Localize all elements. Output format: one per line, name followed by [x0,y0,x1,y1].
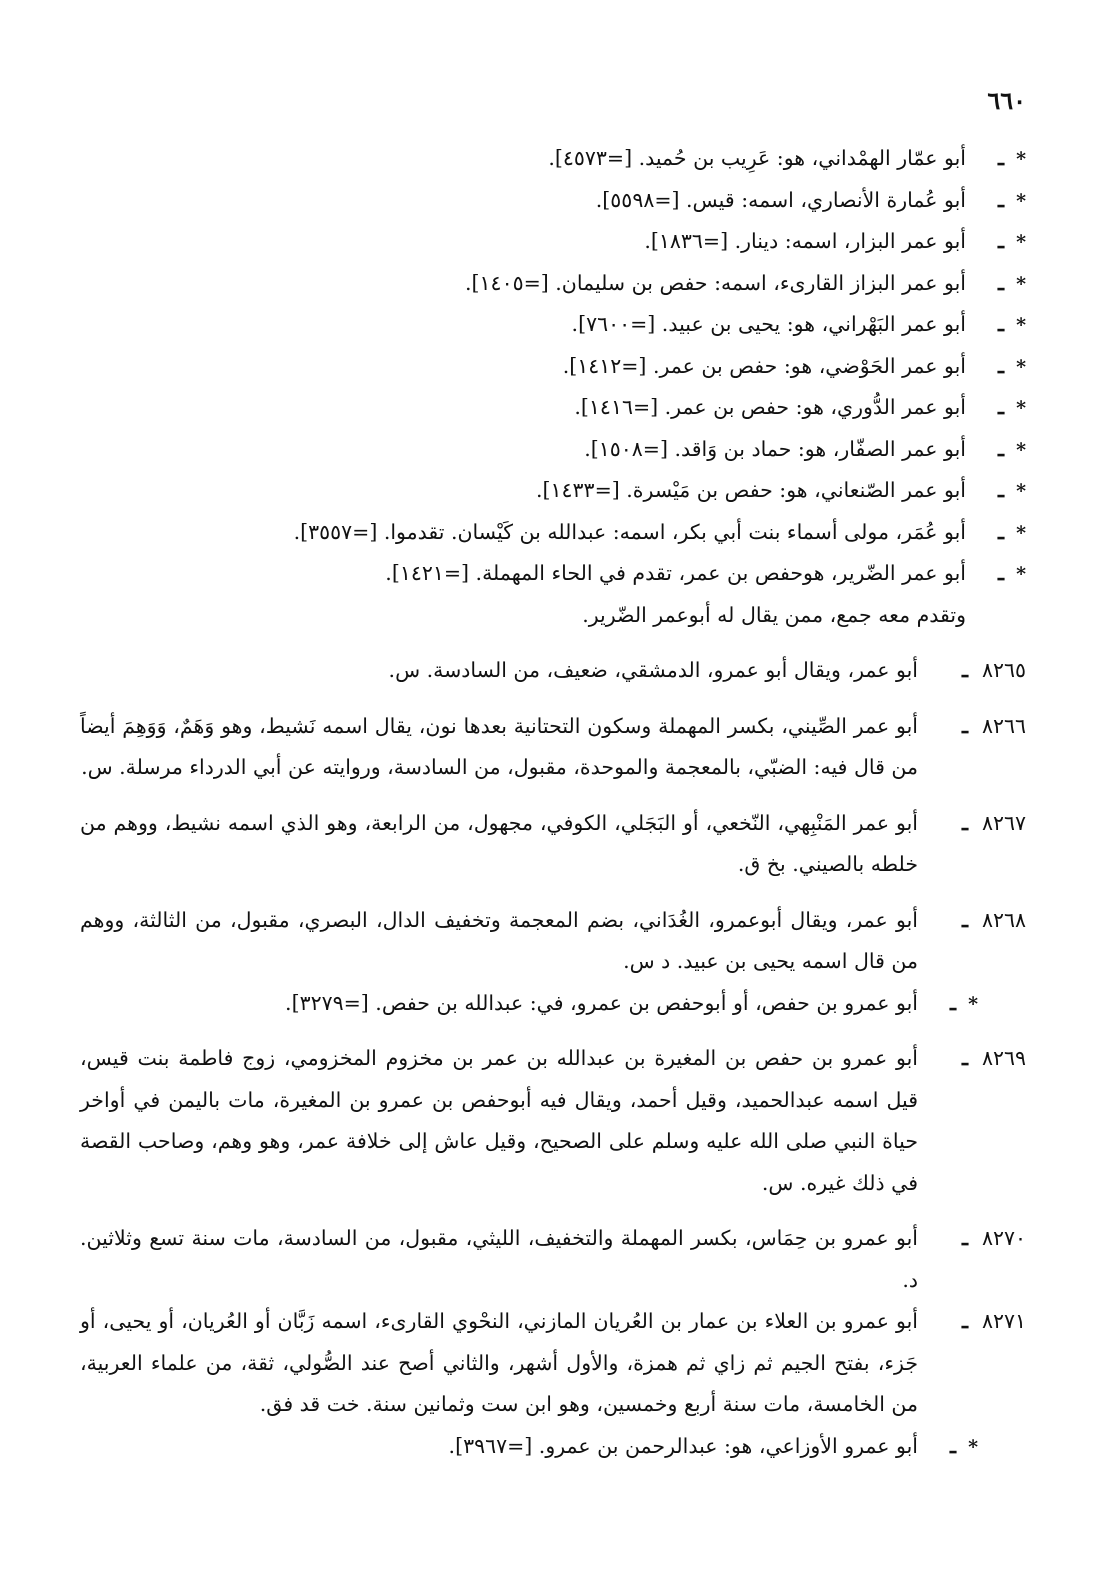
dash-marker: ـ [998,146,1005,170]
entry-text: أبو عمّار الهمْداني، هو: عَرِيب بن حُميد. [=٤٥٧٣]. [548,146,966,170]
dash-marker: ـ [998,270,1005,295]
entry-text: أبو عمر الصِّيني، بكسر المهملة وسكون التحتانية بعدها نون، يقال اسمه نَشيط، وهو وَهَمٌ، وَوَهِمَ أيضاً من قال فيه: الضبّي، بالمعجمة والموحدة، مقبول، من السادسة، وروايته عن أبي الدرداء مرسلة. س. [80,713,918,779]
numbered-entry [80,1301,1026,1426]
entry-text: أبو عمر المَنْبِهي، النّخعي، أو البَجَلي، الكوفي، مجهول، من الرابعة، وهو الذي اسمه نشيط، ووهم من خلطه بالصيني. بخ ق. [80,810,918,876]
entry-spacer [80,1030,1026,1031]
cross-reference-entry [80,304,1026,346]
dash-marker: ـ [998,561,1005,585]
dash-marker: ـ [950,1433,957,1458]
dash-marker: ـ [961,1226,968,1250]
cross-reference-entry [80,387,1026,429]
dash-marker: ـ [998,436,1005,461]
entry-text: أبو عمرو بن حِمَاس، بكسر المهملة والتخفيف، الليثي، مقبول، من السادسة، مات سنة تسع وثلاثين. د. [80,1226,918,1292]
cross-reference-entry [80,138,1026,180]
entry-text: أبو عُمَر، مولى أسماء بنت أبي بكر، اسمه: عبدالله بن كَيْسان. تقدموا. [=٣٥٥٧]. [293,519,966,544]
entry-text: أبو عمرو بن حفص، أو أبوحفص بن عمرو، في: عبدالله بن حفص. [=٣٢٧٩]. [285,990,918,1015]
page-number: ٦٦٠ [987,86,1026,115]
entry-spacer [80,698,1026,699]
cross-reference-entry [80,263,1026,305]
asterisk-marker: * [1016,189,1026,212]
dash-marker: ـ [961,658,968,682]
asterisk-marker: * [1016,314,1026,336]
entry-text: أبو عمر الحَوْضي، هو: حفص بن عمر. [=١٤١٢]. [562,353,966,378]
dash-marker: ـ [998,312,1005,336]
entry-text: أبو عمر، ويقال أبو عمرو، الدمشقي، ضعيف، من السادسة. س. [388,658,918,682]
dash-marker: ـ [961,907,968,932]
dash-marker: ـ [950,990,957,1015]
cross-reference-entry [80,983,1026,1025]
entry-continuation-text: وتقدم معه جمع، ممن يقال له أبوعمر الضّرير. [582,602,966,627]
asterisk-marker: * [968,992,978,1015]
numbered-entry [80,1038,1026,1204]
cross-reference-entry [80,180,1026,222]
dash-marker: ـ [961,810,968,835]
dash-marker: ـ [998,353,1005,378]
entry-number: ٨٢٦٩ [981,1046,1026,1070]
cross-reference-entry [80,429,1026,471]
cross-reference-entry [80,553,1026,636]
numbered-entry [80,650,1026,692]
cross-reference-entry [80,470,1026,512]
asterisk-marker: * [1016,148,1026,170]
dash-marker: ـ [998,187,1005,212]
entry-text: أبو عُمارة الأنصاري، اسمه: قيس. [=٥٥٩٨]. [595,187,966,212]
dash-marker: ـ [961,713,968,738]
numbered-entry [80,706,1026,789]
asterisk-marker: * [1016,397,1026,419]
numbered-entry [80,1218,1026,1301]
asterisk-marker: * [1016,563,1026,585]
entry-text: أبو عمرو الأوزاعي، هو: عبدالرحمن بن عمرو. [=٣٩٦٧]. [448,1433,918,1458]
dash-marker: ـ [998,229,1005,253]
asterisk-marker: * [1016,355,1026,378]
entry-text: أبو عمر الصّنعاني، هو: حفص بن مَيْسرة. [=١٤٣٣]. [536,478,966,502]
cross-reference-entry [80,346,1026,388]
dash-marker: ـ [998,395,1005,419]
dash-marker: ـ [998,519,1005,544]
entry-number: ٨٢٧١ [981,1309,1026,1333]
entries-list [80,138,1026,1467]
asterisk-marker: * [968,1435,978,1458]
entry-text: أبو عمر، ويقال أبوعمرو، الغُدَاني، بضم المعجمة وتخفيف الدال، البصري، مقبول، من الثالثة، ووهم من قال اسمه يحيى بن عبيد. د س. [80,907,918,973]
asterisk-marker: * [1016,438,1026,461]
entry-number: ٨٢٧٠ [981,1226,1026,1250]
entry-spacer [80,642,1026,643]
entry-text: أبو عمر الضّرير، هوحفص بن عمر، تقدم في الحاء المهملة. [=١٤٢١]. [385,561,966,585]
entry-spacer [80,795,1026,796]
dash-marker: ـ [961,1309,968,1333]
entry-text: أبو عمر الصفّار، هو: حماد بن وَاقد. [=١٥٠٨]. [584,436,966,461]
numbered-entry [80,900,1026,983]
entry-spacer [80,892,1026,893]
dash-marker: ـ [998,478,1005,502]
entry-number: ٨٢٦٨ [981,907,1026,932]
asterisk-marker: * [1016,480,1026,502]
asterisk-marker: * [1016,521,1026,544]
entry-number: ٨٢٦٥ [981,658,1026,682]
entry-number: ٨٢٦٧ [981,810,1026,835]
entry-text: أبو عمر البَهْراني، هو: يحيى بن عبيد. [=٧٦٠٠]. [571,312,966,336]
cross-reference-entry [80,1426,1026,1468]
entry-text: أبو عمر البزار، اسمه: دينار. [=١٨٣٦]. [644,229,966,253]
asterisk-marker: * [1016,231,1026,253]
entry-spacer [80,1210,1026,1211]
cross-reference-entry [80,221,1026,263]
entry-text: أبو عمر الدُّوري، هو: حفص بن عمر. [=١٤١٦]. [574,395,966,419]
entry-text: أبو عمرو بن حفص بن المغيرة بن عبدالله بن عمر بن مخزوم المخزومي، زوج فاطمة بنت قيس، قيل اسمه عبدالحميد، وقيل أحمد، ويقال فيه أبوحفص بن عمرو بن المغيرة، مات باليمن في أواخر حياة النبي صلى الله عليه وسلم على الصحيح، وقيل عاش إلى خلافة عمر، وهو وهم، وصاحب القصة في ذلك غيره. س. [80,1046,918,1195]
asterisk-marker: * [1016,272,1026,295]
numbered-entry [80,803,1026,886]
entry-number: ٨٢٦٦ [981,713,1026,738]
dash-marker: ـ [961,1046,968,1070]
entry-text: أبو عمرو بن العلاء بن عمار بن العُريان المازني، النحْوي القارىء، اسمه زَبَّان أو العُريان، أو يحيى، أو جَزء، بفتح الجيم ثم زاي ثم همزة، والأول أشهر، والثاني أصح عند الصُّولي، ثقة، من علماء العربية، من الخامسة، مات سنة أربع وخمسين، وهو ابن ست وثمانين سنة. خت قد فق. [80,1309,918,1416]
cross-reference-entry [80,512,1026,554]
entry-text: أبو عمر البزاز القارىء، اسمه: حفص بن سليمان. [=١٤٠٥]. [465,270,966,295]
